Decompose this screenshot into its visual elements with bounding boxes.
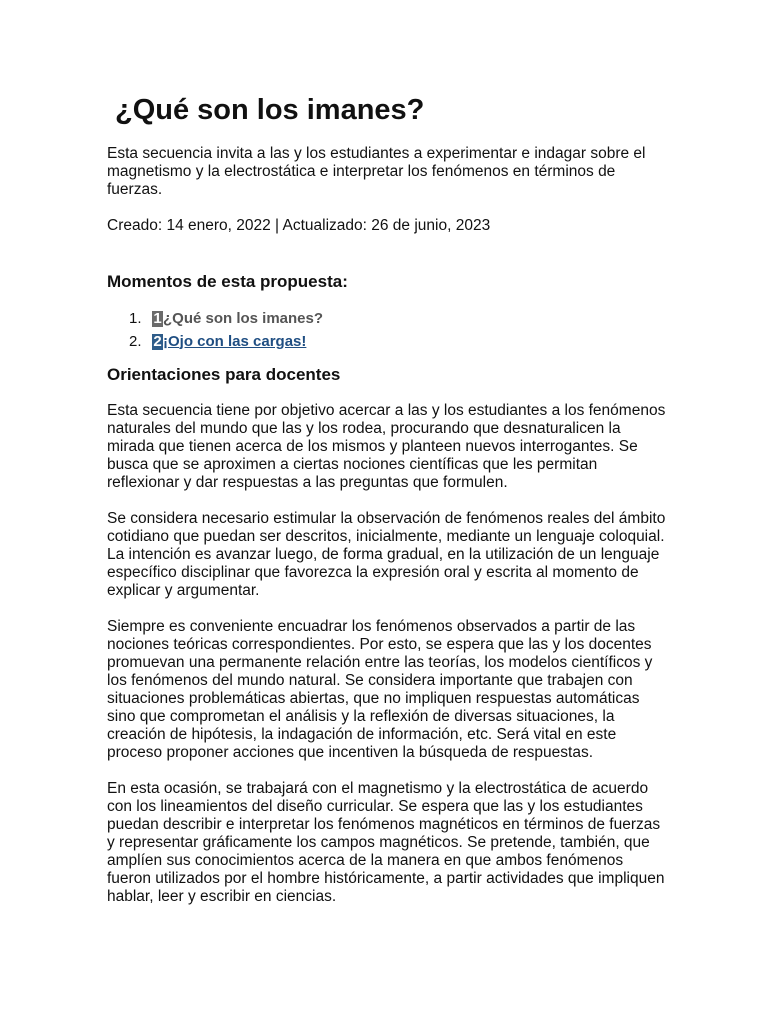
- dates-meta: Creado: 14 enero, 2022 | Actualizado: 26 de junio, 2023: [107, 217, 491, 234]
- momento-number-badge: 1: [153, 309, 162, 327]
- orientaciones-paragraph-3: Siempre es conveniente encuadrar los fenómenos observados a partir de las nociones teóricas correspondientes. Por esto, se espera que las y los docentes promuevan una permanente relación entre las teorías, los modelos científicos y los fenómenos del mundo natural. Se considera importante que trabajen con situaciones problemáticas abiertas, que no impliquen respuestas automáticas sino que comprometan el análisis y la reflexión de diversas situaciones, la creación de hipótesis, la indagación de información, etc. Será vital en este proceso proponer acciones que incentiven la búsqueda de respuestas.: [107, 618, 653, 761]
- momento-item-1: [129, 307, 667, 330]
- momentos-list: [107, 307, 667, 353]
- momento-link[interactable]: ¡Ojo con las cargas!: [163, 332, 307, 350]
- momento-current-label: ¿Qué son los imanes?: [163, 309, 324, 327]
- page-title: ¿Qué son los imanes?: [115, 94, 425, 126]
- list-number: 1.: [129, 309, 142, 327]
- orientaciones-paragraph-1: Esta secuencia tiene por objetivo acercar a las y los estudiantes a los fenómenos naturales del mundo que las y los rodea, procurando que desnaturalicen la mirada que tienen acerca de los mismos y planteen nuevos interrogantes. Se busca que se aproximen a ciertas nociones científicas que les permitan reflexionar y dar respuestas a las preguntas que formulen.: [107, 402, 666, 491]
- list-number: 2.: [129, 332, 142, 350]
- momento-item-2[interactable]: [129, 330, 667, 353]
- document-content: [107, 145, 667, 906]
- momentos-heading: Momentos de esta propuesta:: [107, 272, 348, 291]
- orientaciones-paragraph-4: En esta ocasión, se trabajará con el magnetismo y la electrostática de acuerdo con los lineamientos del diseño curricular. Se espera que las y los estudiantes puedan describir e interpretar los fenómenos magnéticos en términos de fuerzas y representar gráficamente los campos magnéticos. Se pretende, también, que amplíen sus conocimientos acerca de la manera en que ambos fenómenos fueron utilizados por el hombre históricamente, a partir actividades que impliquen hablar, leer y escribir en ciencias.: [107, 780, 665, 905]
- intro-paragraph: Esta secuencia invita a las y los estudiantes a experimentar e indagar sobre el magnetismo y la electrostática e interpretar los fenómenos en términos de fuerzas.: [107, 145, 646, 198]
- momento-number-badge[interactable]: 2: [153, 332, 162, 350]
- orientaciones-paragraph-2: Se considera necesario estimular la observación de fenómenos reales del ámbito cotidiano que puedan ser descritos, inicialmente, mediante un lenguaje coloquial. La intención es avanzar luego, de forma gradual, en la utilización de un lenguaje específico disciplinar que favorezca la expresión oral y escrita al momento de explicar y argumentar.: [107, 510, 666, 599]
- orientaciones-heading: Orientaciones para docentes: [107, 365, 341, 384]
